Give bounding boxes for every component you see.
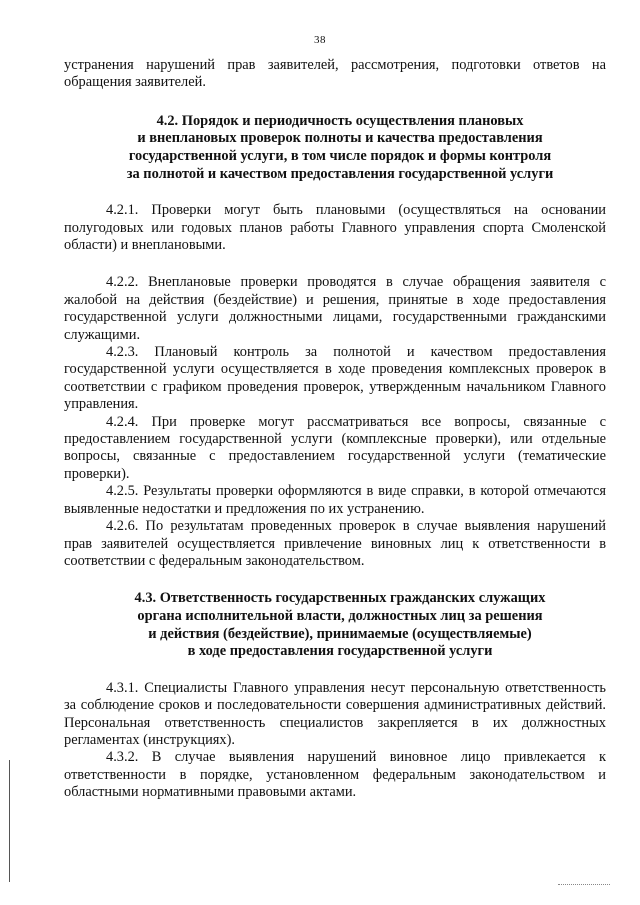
paragraph-4-3-2: 4.3.2. В случае выявления нарушений виновное лицо привлекается к ответственности в порядке, установленном федеральным законодательством и областными нормативными правовыми актами. xyxy=(64,749,606,801)
heading-line: и действия (бездействие), принимаемые (осуществляемые) xyxy=(148,625,532,642)
paragraph-4-2-1: 4.2.1. Проверки могут быть плановыми (осуществляться на основании полугодовых или годовых планов работы Главного управления спорта Смоленской области) и внеплановыми. xyxy=(64,202,606,253)
heading-line: за полнотой и качеством предоставления государственной услуги xyxy=(126,165,554,182)
heading-line: и внеплановых проверок полноты и качества предоставления xyxy=(137,130,543,147)
heading-line: в ходе предоставления государственной услуги xyxy=(187,643,493,660)
heading-line: 4.2. Порядок и периодичность осуществления плановых xyxy=(156,112,524,129)
paragraph-4-2-2: 4.2.2. Внеплановые проверки проводятся в случае обращения заявителя с жалобой на действия (бездействие) и решения, принятые в ходе предоставления государственной услуги должностными лицами, государственными гражданскими служащими. xyxy=(64,274,606,343)
section-4-3-heading xyxy=(64,590,606,660)
paragraph-4-2-5: 4.2.5. Результаты проверки оформляются в виде справки, в которой отмечаются выявленные недостатки и предложения по их устранению. xyxy=(64,483,606,517)
heading-line: органа исполнительной власти, должностных лиц за решения xyxy=(137,607,543,624)
footer-dotted-line xyxy=(558,884,610,885)
heading-line: 4.3. Ответственность государственных гражданских служащих xyxy=(134,590,546,607)
paragraph-4-3-1: 4.3.1. Специалисты Главного управления несут персональную ответственность за соблюдение сроков и последовательности совершения административных действий. Персональная ответственность специалистов закрепляется в их должностных регламентах (инструкциях). xyxy=(64,679,606,748)
document-body xyxy=(64,57,606,802)
scan-margin-line xyxy=(9,760,10,882)
heading-line: государственной услуги, в том числе порядок и формы контроля xyxy=(128,148,552,164)
paragraph-4-2-3: 4.2.3. Плановый контроль за полнотой и качеством предоставления государственной услуги осуществляется в ходе проведения комплексных проверок в соответствии с графиком проведения проверок, утвержденным начальником Главного управления. xyxy=(64,344,606,413)
paragraph-4-2-6: 4.2.6. По результатам проведенных проверок в случае выявления нарушений прав заявителей осуществляется привлечение виновных лиц к ответственности в соответствии с федеральным законодательством. xyxy=(64,518,606,569)
paragraph-4-2-4: 4.2.4. При проверке могут рассматриваться все вопросы, связанные с предоставлением государственной услуги (комплексные проверки), или отдельные вопросы, связанные с предоставлением государственной услуги (тематические проверки). xyxy=(64,413,606,482)
section-4-2-heading xyxy=(64,113,606,183)
page-number: 38 xyxy=(314,34,326,46)
intro-paragraph: устранения нарушений прав заявителей, рассмотрения, подготовки ответов на обращения заявителей. xyxy=(64,57,606,91)
